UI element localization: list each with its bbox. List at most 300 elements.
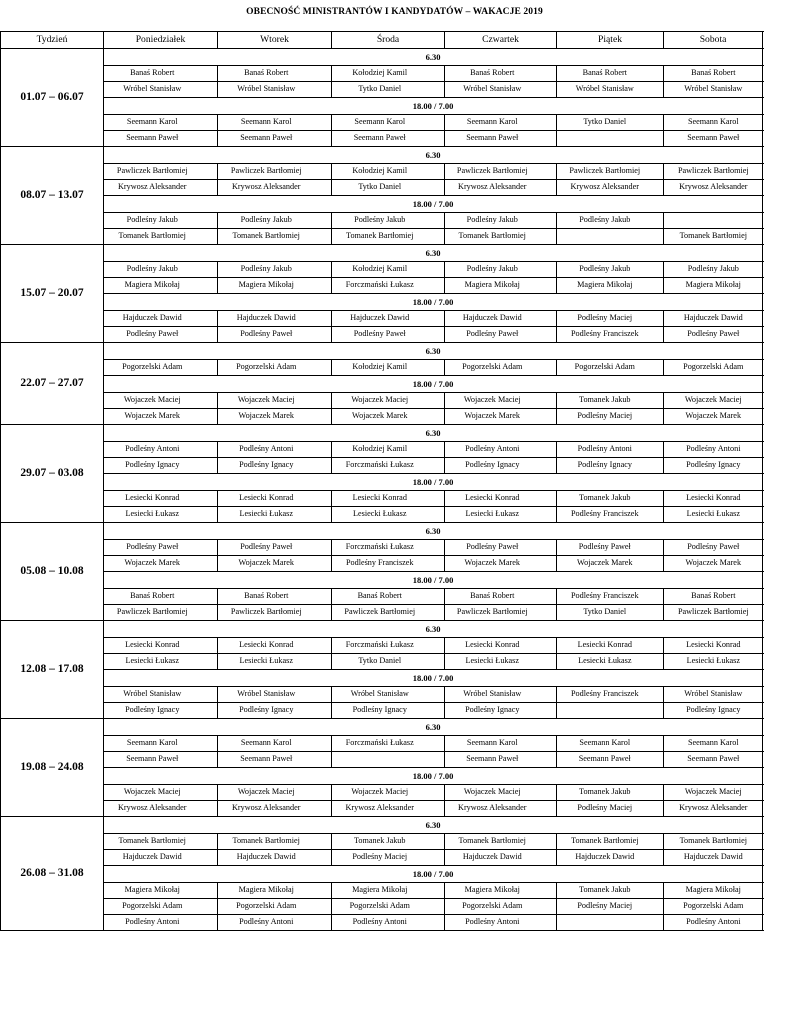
schedule-table <box>0 31 763 931</box>
server-name-cell: Podleśny Franciszek <box>557 687 653 703</box>
server-name-cell: Wojaczek Marek <box>218 556 315 572</box>
attendance-check-cell <box>653 638 664 654</box>
server-name-cell <box>332 752 428 768</box>
attendance-check-cell <box>315 491 332 507</box>
attendance-check-cell <box>653 899 664 915</box>
server-name-cell: Lesiecki Łukasz <box>104 654 201 670</box>
server-name-cell: Seemann Karol <box>104 736 201 752</box>
attendance-check-cell <box>315 687 332 703</box>
attendance-check-cell <box>315 899 332 915</box>
server-name-cell: Magiera Mikołaj <box>664 883 763 899</box>
attendance-check-cell <box>428 605 445 621</box>
attendance-check-cell <box>540 115 557 131</box>
table-row <box>1 278 763 294</box>
mass-time-label: 6.30 <box>104 817 763 834</box>
server-name-cell: Krywosz Aleksander <box>557 180 653 196</box>
attendance-check-cell <box>540 915 557 931</box>
attendance-check-cell <box>653 752 664 768</box>
server-name-cell: Wróbel Stanisław <box>557 82 653 98</box>
server-name-cell: Pogorzelski Adam <box>557 360 653 376</box>
table-row <box>1 164 763 180</box>
server-name-cell <box>557 915 653 931</box>
server-name-cell <box>557 229 653 245</box>
attendance-check-cell <box>201 115 218 131</box>
attendance-check-cell <box>540 262 557 278</box>
attendance-check-cell <box>653 131 664 147</box>
server-name-cell: Forczmański Łukasz <box>332 278 428 294</box>
server-name-cell: Podleśny Jakub <box>664 262 763 278</box>
attendance-check-cell <box>315 458 332 474</box>
header-thursday: Czwartek <box>445 32 557 49</box>
server-name-cell: Tomanek Bartłomiej <box>664 229 763 245</box>
server-name-cell: Wróbel Stanisław <box>445 687 540 703</box>
server-name-cell: Wojaczek Marek <box>104 556 201 572</box>
server-name-cell: Lesiecki Konrad <box>664 638 763 654</box>
attendance-check-cell <box>201 801 218 817</box>
server-name-cell: Wojaczek Maciej <box>104 393 201 409</box>
server-name-cell: Pogorzelski Adam <box>332 899 428 915</box>
time-row <box>1 670 763 687</box>
mass-time-label: 18.00 / 7.00 <box>104 572 763 589</box>
server-name-cell: Forczmański Łukasz <box>332 540 428 556</box>
server-name-cell: Magiera Mikołaj <box>218 883 315 899</box>
server-name-cell: Seemann Karol <box>218 736 315 752</box>
attendance-check-cell <box>540 164 557 180</box>
server-name-cell: Banaś Robert <box>445 589 540 605</box>
server-name-cell: Wojaczek Maciej <box>664 785 763 801</box>
attendance-check-cell <box>653 311 664 327</box>
attendance-check-cell <box>201 638 218 654</box>
attendance-check-cell <box>201 687 218 703</box>
time-row <box>1 866 763 883</box>
server-name-cell: Wojaczek Maciej <box>664 393 763 409</box>
server-name-cell: Podleśny Franciszek <box>557 507 653 523</box>
attendance-check-cell <box>540 556 557 572</box>
attendance-check-cell <box>540 687 557 703</box>
attendance-check-cell <box>315 507 332 523</box>
server-name-cell: Pawliczek Bartłomiej <box>445 605 540 621</box>
attendance-check-cell <box>201 589 218 605</box>
server-name-cell: Lesiecki Konrad <box>445 491 540 507</box>
attendance-check-cell <box>428 638 445 654</box>
server-name-cell: Krywosz Aleksander <box>332 801 428 817</box>
table-body <box>1 49 763 931</box>
server-name-cell: Podleśny Jakub <box>104 262 201 278</box>
attendance-check-cell <box>428 850 445 866</box>
server-name-cell: Podleśny Jakub <box>332 213 428 229</box>
server-name-cell: Podleśny Antoni <box>104 442 201 458</box>
mass-time-label: 18.00 / 7.00 <box>104 866 763 883</box>
server-name-cell: Tomanek Bartłomiej <box>664 834 763 850</box>
attendance-check-cell <box>428 311 445 327</box>
server-name-cell: Wojaczek Maciej <box>332 393 428 409</box>
attendance-check-cell <box>653 540 664 556</box>
attendance-check-cell <box>201 540 218 556</box>
attendance-check-cell <box>315 540 332 556</box>
server-name-cell: Wojaczek Marek <box>332 409 428 425</box>
attendance-check-cell <box>428 393 445 409</box>
server-name-cell: Podleśny Paweł <box>557 540 653 556</box>
server-name-cell: Tomanek Jakub <box>557 785 653 801</box>
attendance-check-cell <box>428 213 445 229</box>
attendance-check-cell <box>315 409 332 425</box>
server-name-cell: Podleśny Ignacy <box>664 458 763 474</box>
week-range: 05.08 – 10.08 <box>1 523 104 621</box>
time-row <box>1 572 763 589</box>
server-name-cell: Pogorzelski Adam <box>104 360 201 376</box>
server-name-cell: Podleśny Paweł <box>445 540 540 556</box>
attendance-check-cell <box>540 131 557 147</box>
server-name-cell: Podleśny Antoni <box>445 442 540 458</box>
server-name-cell: Hajduczek Dawid <box>445 850 540 866</box>
server-name-cell: Lesiecki Łukasz <box>104 507 201 523</box>
attendance-check-cell <box>315 556 332 572</box>
server-name-cell: Tomanek Bartłomiej <box>104 229 201 245</box>
mass-time-label: 18.00 / 7.00 <box>104 294 763 311</box>
table-row <box>1 82 763 98</box>
server-name-cell: Magiera Mikołaj <box>332 883 428 899</box>
attendance-check-cell <box>540 180 557 196</box>
attendance-check-cell <box>653 915 664 931</box>
table-row <box>1 687 763 703</box>
attendance-check-cell <box>201 736 218 752</box>
attendance-check-cell <box>540 360 557 376</box>
server-name-cell: Podleśny Maciej <box>557 409 653 425</box>
attendance-check-cell <box>653 589 664 605</box>
server-name-cell: Magiera Mikołaj <box>445 883 540 899</box>
server-name-cell: Podleśny Ignacy <box>445 703 540 719</box>
server-name-cell: Tomanek Jakub <box>557 491 653 507</box>
server-name-cell <box>557 703 653 719</box>
attendance-check-cell <box>428 229 445 245</box>
server-name-cell: Lesiecki Konrad <box>104 638 201 654</box>
server-name-cell: Podleśny Antoni <box>218 915 315 931</box>
attendance-check-cell <box>315 213 332 229</box>
attendance-check-cell <box>428 131 445 147</box>
mass-time-label: 6.30 <box>104 719 763 736</box>
server-name-cell: Forczmański Łukasz <box>332 638 428 654</box>
header-week: Tydzień <box>1 32 104 49</box>
server-name-cell: Wróbel Stanisław <box>218 687 315 703</box>
table-row <box>1 801 763 817</box>
table-row <box>1 131 763 147</box>
attendance-check-cell <box>428 801 445 817</box>
server-name-cell: Seemann Paweł <box>445 752 540 768</box>
server-name-cell: Tomanek Bartłomiej <box>218 229 315 245</box>
time-row <box>1 343 763 360</box>
attendance-check-cell <box>540 752 557 768</box>
table-row <box>1 638 763 654</box>
attendance-check-cell <box>315 66 332 82</box>
week-range: 12.08 – 17.08 <box>1 621 104 719</box>
server-name-cell: Wróbel Stanisław <box>664 82 763 98</box>
table-row <box>1 360 763 376</box>
attendance-check-cell <box>653 654 664 670</box>
server-name-cell: Podleśny Franciszek <box>332 556 428 572</box>
server-name-cell: Krywosz Aleksander <box>218 180 315 196</box>
week-range: 26.08 – 31.08 <box>1 817 104 931</box>
server-name-cell: Podleśny Franciszek <box>557 327 653 343</box>
table-row <box>1 491 763 507</box>
attendance-check-cell <box>315 180 332 196</box>
table-header <box>1 32 763 49</box>
attendance-check-cell <box>540 311 557 327</box>
server-name-cell: Seemann Paweł <box>664 752 763 768</box>
server-name-cell: Banaś Robert <box>104 589 201 605</box>
server-name-cell: Pawliczek Bartłomiej <box>664 164 763 180</box>
mass-time-label: 6.30 <box>104 523 763 540</box>
attendance-check-cell <box>201 262 218 278</box>
server-name-cell: Podleśny Antoni <box>104 915 201 931</box>
time-row <box>1 376 763 393</box>
attendance-check-cell <box>315 915 332 931</box>
server-name-cell: Seemann Karol <box>445 736 540 752</box>
attendance-check-cell <box>315 442 332 458</box>
server-name-cell: Krywosz Aleksander <box>664 180 763 196</box>
attendance-check-cell <box>540 654 557 670</box>
attendance-check-cell <box>201 229 218 245</box>
attendance-check-cell <box>428 834 445 850</box>
attendance-check-cell <box>201 883 218 899</box>
server-name-cell: Tytko Daniel <box>557 115 653 131</box>
attendance-check-cell <box>315 115 332 131</box>
attendance-check-cell <box>315 638 332 654</box>
server-name-cell: Podleśny Paweł <box>332 327 428 343</box>
server-name-cell: Podleśny Ignacy <box>445 458 540 474</box>
table-row <box>1 327 763 343</box>
attendance-check-cell <box>540 703 557 719</box>
table-row <box>1 262 763 278</box>
time-row <box>1 474 763 491</box>
server-name-cell: Podleśny Franciszek <box>557 589 653 605</box>
attendance-check-cell <box>315 883 332 899</box>
server-name-cell: Lesiecki Konrad <box>664 491 763 507</box>
time-row <box>1 49 763 66</box>
server-name-cell: Podleśny Antoni <box>557 442 653 458</box>
server-name-cell: Pogorzelski Adam <box>664 899 763 915</box>
server-name-cell: Podleśny Ignacy <box>104 458 201 474</box>
attendance-check-cell <box>540 638 557 654</box>
attendance-check-cell <box>540 785 557 801</box>
attendance-check-cell <box>201 393 218 409</box>
table-row <box>1 311 763 327</box>
server-name-cell: Seemann Paweł <box>104 131 201 147</box>
attendance-check-cell <box>653 278 664 294</box>
attendance-check-cell <box>315 164 332 180</box>
server-name-cell: Wojaczek Maciej <box>445 785 540 801</box>
attendance-check-cell <box>315 850 332 866</box>
attendance-check-cell <box>428 883 445 899</box>
server-name-cell: Pawliczek Bartłomiej <box>104 164 201 180</box>
attendance-check-cell <box>201 507 218 523</box>
server-name-cell: Seemann Paweł <box>557 752 653 768</box>
server-name-cell: Hajduczek Dawid <box>218 311 315 327</box>
attendance-check-cell <box>653 458 664 474</box>
server-name-cell: Wojaczek Marek <box>445 556 540 572</box>
server-name-cell: Tomanek Bartłomiej <box>557 834 653 850</box>
server-name-cell: Hajduczek Dawid <box>218 850 315 866</box>
server-name-cell: Banaś Robert <box>445 66 540 82</box>
table-row <box>1 654 763 670</box>
server-name-cell: Tomanek Bartłomiej <box>445 834 540 850</box>
server-name-cell: Podleśny Ignacy <box>332 703 428 719</box>
attendance-check-cell <box>315 736 332 752</box>
server-name-cell: Pawliczek Bartłomiej <box>557 164 653 180</box>
server-name-cell: Wróbel Stanisław <box>104 687 201 703</box>
server-name-cell: Podleśny Ignacy <box>557 458 653 474</box>
server-name-cell: Lesiecki Łukasz <box>445 654 540 670</box>
mass-time-label: 6.30 <box>104 343 763 360</box>
mass-time-label: 18.00 / 7.00 <box>104 670 763 687</box>
header-tuesday: Wtorek <box>218 32 332 49</box>
server-name-cell: Podleśny Ignacy <box>218 703 315 719</box>
attendance-check-cell <box>428 278 445 294</box>
attendance-check-cell <box>201 899 218 915</box>
server-name-cell: Wróbel Stanisław <box>104 82 201 98</box>
attendance-check-cell <box>428 409 445 425</box>
server-name-cell: Seemann Paweł <box>104 752 201 768</box>
server-name-cell: Pawliczek Bartłomiej <box>332 605 428 621</box>
attendance-check-cell <box>540 589 557 605</box>
week-range: 15.07 – 20.07 <box>1 245 104 343</box>
attendance-check-cell <box>201 180 218 196</box>
header-monday: Poniedziałek <box>104 32 218 49</box>
time-row <box>1 98 763 115</box>
attendance-check-cell <box>540 278 557 294</box>
server-name-cell: Lesiecki Łukasz <box>332 507 428 523</box>
server-name-cell: Podleśny Antoni <box>332 915 428 931</box>
server-name-cell: Magiera Mikołaj <box>445 278 540 294</box>
server-name-cell: Seemann Paweł <box>445 131 540 147</box>
time-row <box>1 196 763 213</box>
server-name-cell: Wojaczek Maciej <box>332 785 428 801</box>
attendance-check-cell <box>315 703 332 719</box>
attendance-check-cell <box>428 442 445 458</box>
server-name-cell: Lesiecki Łukasz <box>218 654 315 670</box>
server-name-cell <box>664 213 763 229</box>
attendance-check-cell <box>315 605 332 621</box>
server-name-cell: Podleśny Antoni <box>445 915 540 931</box>
attendance-check-cell <box>428 164 445 180</box>
time-row <box>1 147 763 164</box>
server-name-cell: Podleśny Paweł <box>445 327 540 343</box>
time-row <box>1 621 763 638</box>
server-name-cell: Tomanek Bartłomiej <box>218 834 315 850</box>
attendance-check-cell <box>540 605 557 621</box>
attendance-check-cell <box>428 507 445 523</box>
attendance-check-cell <box>201 66 218 82</box>
attendance-check-cell <box>540 834 557 850</box>
server-name-cell <box>557 131 653 147</box>
attendance-check-cell <box>428 540 445 556</box>
attendance-check-cell <box>201 278 218 294</box>
server-name-cell: Seemann Karol <box>557 736 653 752</box>
server-name-cell: Krywosz Aleksander <box>104 180 201 196</box>
attendance-check-cell <box>540 213 557 229</box>
server-name-cell: Magiera Mikołaj <box>218 278 315 294</box>
server-name-cell: Wojaczek Maciej <box>104 785 201 801</box>
attendance-check-cell <box>428 915 445 931</box>
attendance-check-cell <box>201 360 218 376</box>
server-name-cell: Magiera Mikołaj <box>104 883 201 899</box>
table-row <box>1 540 763 556</box>
server-name-cell: Tytko Daniel <box>332 82 428 98</box>
server-name-cell: Lesiecki Łukasz <box>557 654 653 670</box>
attendance-check-cell <box>653 703 664 719</box>
server-name-cell: Tytko Daniel <box>557 605 653 621</box>
time-row <box>1 245 763 262</box>
table-row <box>1 850 763 866</box>
attendance-check-cell <box>428 687 445 703</box>
attendance-check-cell <box>653 556 664 572</box>
server-name-cell: Pogorzelski Adam <box>664 360 763 376</box>
server-name-cell: Podleśny Jakub <box>104 213 201 229</box>
attendance-check-cell <box>540 491 557 507</box>
attendance-check-cell <box>428 327 445 343</box>
server-name-cell: Banaś Robert <box>664 66 763 82</box>
time-row <box>1 817 763 834</box>
server-name-cell: Tomanek Jakub <box>557 883 653 899</box>
attendance-check-cell <box>540 801 557 817</box>
time-row <box>1 294 763 311</box>
server-name-cell: Podleśny Paweł <box>104 540 201 556</box>
attendance-check-cell <box>540 442 557 458</box>
attendance-check-cell <box>428 736 445 752</box>
server-name-cell: Hajduczek Dawid <box>332 311 428 327</box>
server-name-cell: Pawliczek Bartłomiej <box>218 164 315 180</box>
mass-time-label: 6.30 <box>104 147 763 164</box>
table-row <box>1 229 763 245</box>
server-name-cell: Magiera Mikołaj <box>664 278 763 294</box>
attendance-check-cell <box>653 66 664 82</box>
server-name-cell: Kołodziej Kamil <box>332 262 428 278</box>
attendance-check-cell <box>315 752 332 768</box>
server-name-cell: Podleśny Paweł <box>664 540 763 556</box>
mass-time-label: 18.00 / 7.00 <box>104 376 763 393</box>
attendance-check-cell <box>428 899 445 915</box>
attendance-check-cell <box>428 262 445 278</box>
server-name-cell: Pawliczek Bartłomiej <box>445 164 540 180</box>
server-name-cell: Banaś Robert <box>664 589 763 605</box>
document-title: OBECNOŚĆ MINISTRANTÓW I KANDYDATÓW – WAKACJE 2019 <box>246 7 543 17</box>
server-name-cell: Lesiecki Łukasz <box>445 507 540 523</box>
server-name-cell: Forczmański Łukasz <box>332 736 428 752</box>
server-name-cell: Pogorzelski Adam <box>445 360 540 376</box>
server-name-cell: Seemann Paweł <box>218 752 315 768</box>
server-name-cell: Magiera Mikołaj <box>557 278 653 294</box>
table-row <box>1 180 763 196</box>
attendance-check-cell <box>653 213 664 229</box>
header-wednesday: Środa <box>332 32 445 49</box>
attendance-check-cell <box>653 801 664 817</box>
server-name-cell: Podleśny Ignacy <box>104 703 201 719</box>
mass-time-label: 18.00 / 7.00 <box>104 196 763 213</box>
mass-time-label: 18.00 / 7.00 <box>104 768 763 785</box>
attendance-check-cell <box>653 409 664 425</box>
server-name-cell: Lesiecki Konrad <box>557 638 653 654</box>
attendance-check-cell <box>540 82 557 98</box>
server-name-cell: Pawliczek Bartłomiej <box>104 605 201 621</box>
server-name-cell: Wojaczek Marek <box>664 409 763 425</box>
table-row <box>1 703 763 719</box>
attendance-check-cell <box>201 654 218 670</box>
server-name-cell: Banaś Robert <box>218 66 315 82</box>
attendance-check-cell <box>315 131 332 147</box>
server-name-cell: Lesiecki Konrad <box>445 638 540 654</box>
server-name-cell: Pawliczek Bartłomiej <box>218 605 315 621</box>
attendance-check-cell <box>653 229 664 245</box>
attendance-check-cell <box>201 409 218 425</box>
